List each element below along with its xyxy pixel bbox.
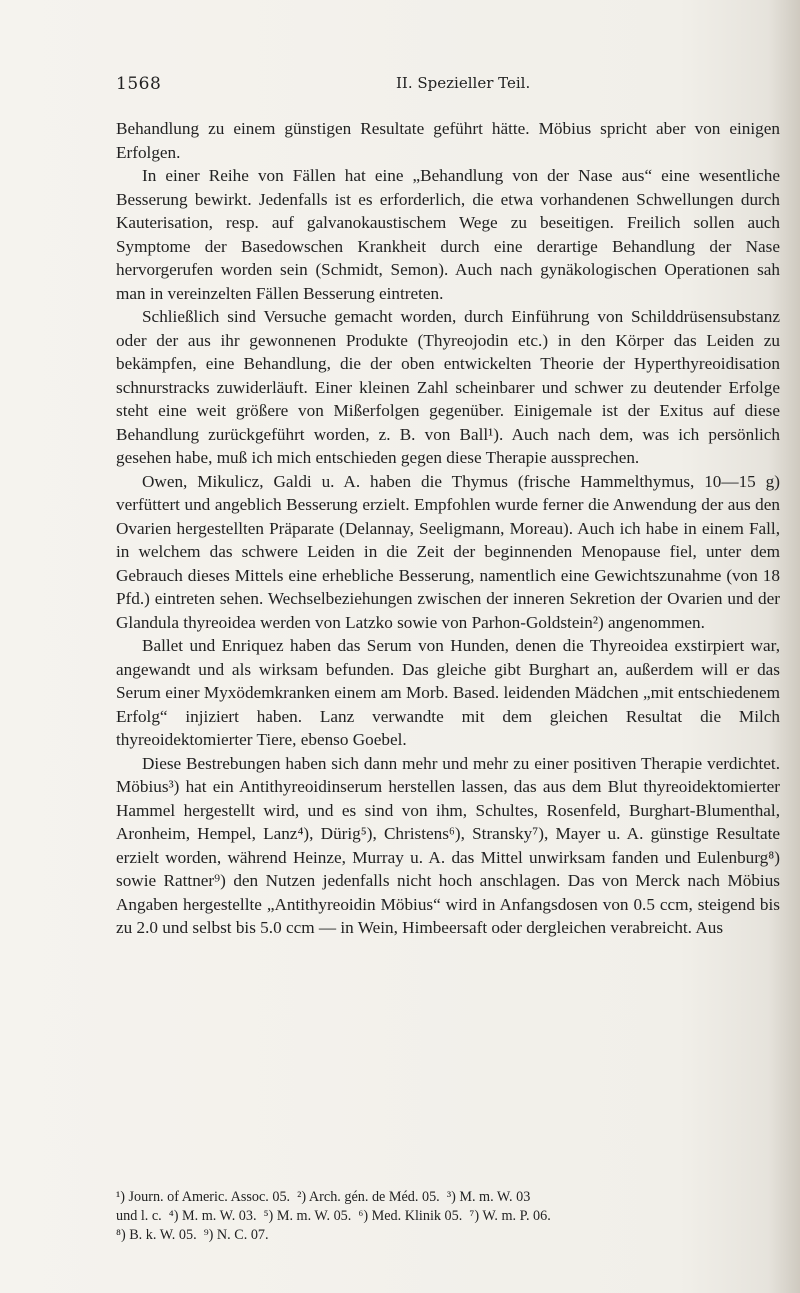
- page-header: [116, 74, 776, 98]
- paragraph-antithyreoidin: Diese Bestrebungen haben sich dann mehr und mehr zu einer positiven Therapie verdichtet. Möbius³) hat ein Antithyreoidinserum herstellen lassen, das aus dem Blut thyreoidektomierter Hammel hergestellt wird, und es sind von ihm, Schultes, Rosenfeld, Burghart-Blumenthal, Aronheim, Hempel, Lanz⁴), Dürig⁵), Christens⁶), Stransky⁷), Mayer u. A. günstige Resultate erzielt worden, während Heinze, Murray u. A. das Mittel unwirksam fanden und Eulenburg⁸) sowie Rattner⁹) den Nutzen jedenfalls nicht hoch anschlagen. Das von Merck nach Möbius Angaben hergestellte „Antithyreoidin Möbius“ wird in Anfangsdosen von 0.5 ccm, steigend bis zu 2.0 und selbst bis 5.0 ccm — in Wein, Himbeersaft oder dergleichen verabreicht. Aus: [116, 753, 780, 937]
- paragraph-continued: Behandlung zu einem günstigen Resultate geführt hätte. Möbius spricht aber von einigen Erfolgen.: [116, 119, 780, 162]
- footnote-line: ⁸) B. k. W. 05. ⁹) N. C. 07.: [116, 1227, 269, 1243]
- page-number: 1568: [116, 74, 162, 94]
- paragraph-thymus-ovaries: Owen, Mikulicz, Galdi u. A. haben die Thymus (frische Hammelthymus, 10—15 g) verfüttert und angeblich Besserung erzielt. Empfohlen wurde ferner die Anwendung der aus den Ovarien hergestellten Präparate (Delannay, Seeligmann, Moreau). Auch ich habe in einem Fall, in welchem das schwere Leiden in die Zeit der beginnenden Menopause fiel, unter dem Gebrauch dieses Mittels eine erhebliche Besserung, namentlich eine Gewichtszunahme (von 18 Pfd.) eintreten sehen. Wechselbeziehungen zwischen der inneren Sekretion der Ovarien und der Glandula thyreoidea werden von Latzko sowie von Parhon-Goldstein²) angenommen.: [116, 471, 780, 632]
- paragraph-thyroid-substance: Schließlich sind Versuche gemacht worden, durch Einführung von Schilddrüsensubstanz oder der aus ihr gewonnenen Produkte (Thyreojodin etc.) in den Körper das Leiden zu bekämpfen, eine Behandlung, die der oben entwickelten Theorie der Hyperthyreoidisation schnurstracks zuwiderläuft. Einer kleinen Zahl scheinbarer und schwer zu deutender Erfolge steht eine weit größere von Mißerfolgen gegenüber. Einigemale ist der Exitus auf diese Behandlung zurückgeführt worden, z. B. von Ball¹). Auch nach dem, was ich persönlich gesehen habe, muß ich mich entschieden gegen diese Therapie aussprechen.: [116, 307, 780, 467]
- footnotes: [116, 1188, 782, 1245]
- body-text: [116, 117, 780, 940]
- paragraph-serum: Ballet und Enriquez haben das Serum von Hunden, denen die Thyreoidea exstirpiert war, angewandt und als wirksam befunden. Das gleiche gibt Burghart an, außerdem will er das Serum einer Myxödemkranken einem am Morb. Based. leidenden Mädchen „mit entschiedenem Erfolg“ injiziert haben. Lanz verwandte mit dem gleichen Resultat die Milch thyreoidektomierter Tiere, ebenso Goebel.: [116, 636, 780, 749]
- footnote-line: und l. c. ⁴) M. m. W. 03. ⁵) M. m. W. 05. ⁶) Med. Klinik 05. ⁷) W. m. P. 06.: [116, 1208, 551, 1224]
- footnote-line: ¹) Journ. of Americ. Assoc. 05. ²) Arch. gén. de Méd. 05. ³) M. m. W. 03: [116, 1189, 531, 1205]
- running-head: II. Spezieller Teil.: [396, 74, 531, 92]
- paragraph-nasal-treatment: In einer Reihe von Fällen hat eine „Behandlung von der Nase aus“ eine wesentliche Besserung bewirkt. Jedenfalls ist es erforderlich, die etwa vorhandenen Schwellungen durch Kauterisation, resp. auf galvanokaustischem Wege zu beseitigen. Freilich sollen auch Symptome der Basedowschen Krankheit durch eine derartige Behandlung der Nase hervorgerufen worden sein (Schmidt, Semon). Auch nach gynäkologischen Operationen sah man in vereinzelten Fällen Besserung eintreten.: [116, 166, 780, 303]
